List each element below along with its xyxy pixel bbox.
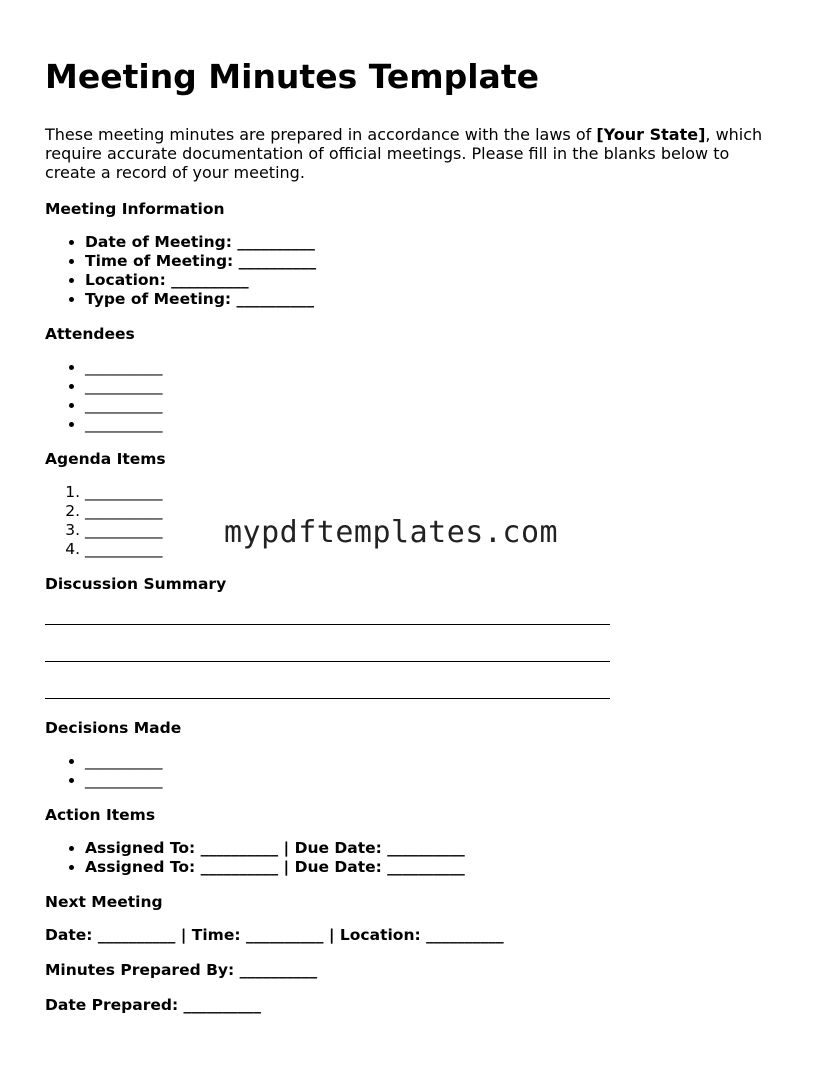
discussion-heading: Discussion Summary (45, 575, 227, 593)
next-meeting-heading: Next Meeting (45, 893, 163, 911)
meeting-type-field: • Type of Meeting: __________ (85, 290, 785, 309)
agenda-item-blank: 1. __________ (85, 483, 785, 502)
intro-before: These meeting minutes are prepared in accordance with the laws of (45, 125, 597, 144)
attendee-blank: • __________ (85, 377, 785, 396)
agenda-item-blank: 3. __________ (85, 521, 785, 540)
attendees-heading: Attendees (45, 325, 135, 343)
meeting-location-field: • Location: __________ (85, 271, 785, 290)
discussion-line (45, 608, 610, 625)
discussion-line (45, 645, 610, 662)
watermark: mypdftemplates.com (224, 515, 559, 550)
intro-state-placeholder: [Your State] (596, 125, 706, 144)
actions-list (45, 839, 785, 877)
next-meeting-line: Date: __________ | Time: __________ | Location: __________ (45, 926, 504, 944)
discussion-lines (45, 608, 785, 699)
decision-blank: • __________ (85, 752, 785, 771)
decisions-list (45, 752, 785, 790)
page-title: Meeting Minutes Template (45, 57, 539, 96)
action-item: • Assigned To: __________ | Due Date: __________ (85, 839, 785, 858)
attendee-blank: • __________ (85, 358, 785, 377)
action-item: • Assigned To: __________ | Due Date: __________ (85, 858, 785, 877)
decisions-heading: Decisions Made (45, 719, 182, 737)
intro-paragraph (45, 125, 785, 182)
intro-after: , which require accurate documentation of official meetings. Please fill in the blanks below to create a record of your meeting. (45, 125, 763, 182)
discussion-line (45, 682, 610, 699)
date-prepared-line: Date Prepared: __________ (45, 996, 262, 1014)
prepared-by-line: Minutes Prepared By: __________ (45, 961, 318, 979)
decision-blank: • __________ (85, 771, 785, 790)
meeting-info-list (45, 233, 785, 309)
agenda-item-blank: 4. __________ (85, 540, 785, 559)
meeting-date-field: • Date of Meeting: __________ (85, 233, 785, 252)
meeting-info-heading: Meeting Information (45, 200, 225, 218)
actions-heading: Action Items (45, 806, 156, 824)
agenda-item-blank: 2. __________ (85, 502, 785, 521)
attendee-blank: • __________ (85, 396, 785, 415)
meeting-time-field: • Time of Meeting: __________ (85, 252, 785, 271)
attendee-blank: • __________ (85, 415, 785, 434)
agenda-heading: Agenda Items (45, 450, 166, 468)
attendees-list (45, 358, 785, 434)
